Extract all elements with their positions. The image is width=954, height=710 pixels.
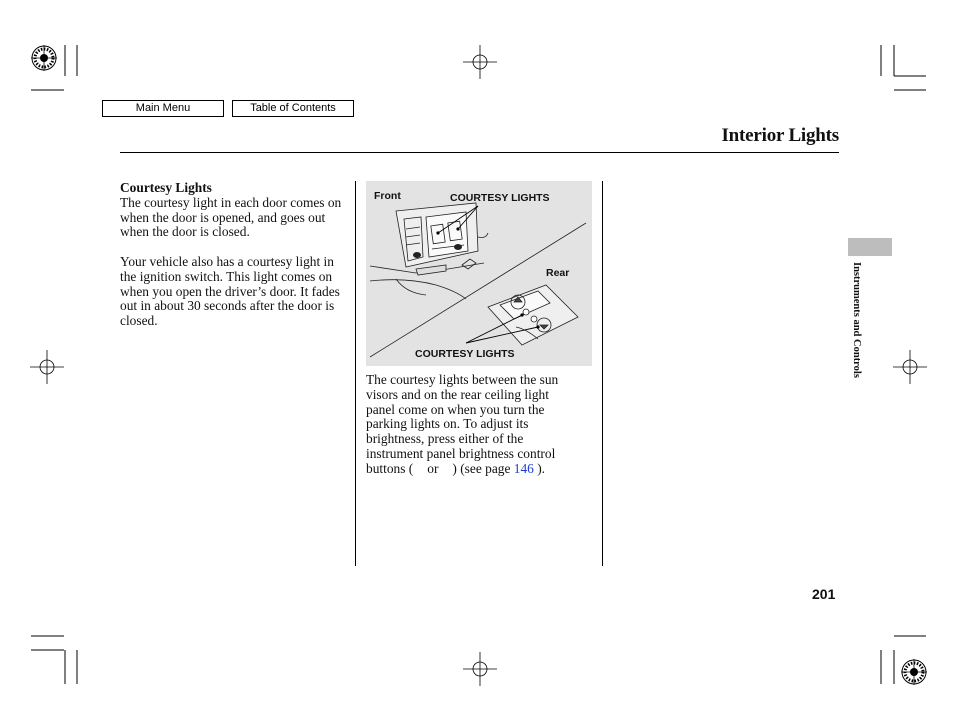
text-line: instrument panel brightness control xyxy=(366,445,556,461)
text-line: panel come on when you turn the xyxy=(366,401,545,417)
registration-crosshair-top xyxy=(463,45,497,79)
page-number: 201 xyxy=(812,586,836,602)
figure-label-rear: Rear xyxy=(546,267,570,279)
section-tab-label: Instruments and Controls xyxy=(851,262,862,378)
main-menu-button[interactable]: Main Menu xyxy=(102,100,224,117)
registration-starburst-top-left xyxy=(31,45,57,71)
text-line: parking lights on. To adjust its xyxy=(366,416,529,432)
section-heading: Courtesy Lights xyxy=(120,180,212,195)
column-divider-left xyxy=(355,181,356,566)
text-line: brightness, press either of the xyxy=(366,431,524,447)
text-fragment: ) (see page xyxy=(452,460,511,476)
paragraph-ignition-light: Your vehicle also has a courtesy light in the ignition switch. This light comes on when you open the driver’s door. It fades out in about 30 seconds after the door is closed. xyxy=(120,253,340,329)
figure-label-courtesy-bottom: COURTESY LIGHTS xyxy=(415,348,515,360)
page-146-link[interactable]: 146 xyxy=(513,460,534,476)
registration-crosshair-right xyxy=(893,350,927,384)
page-title: Interior Lights xyxy=(721,125,839,146)
title-rule xyxy=(120,152,839,153)
text-fragment: or xyxy=(427,460,439,476)
middle-column xyxy=(366,373,600,477)
text-line: The courtesy lights between the sun xyxy=(366,372,559,387)
text-fragment: buttons ( xyxy=(366,460,414,476)
table-of-contents-button[interactable]: Table of Contents xyxy=(232,100,354,117)
text-fragment: ). xyxy=(537,460,546,476)
registration-crosshair-bottom xyxy=(463,652,497,686)
column-divider-right xyxy=(602,181,603,566)
paragraph-door-lights: The courtesy light in each door comes on when the door is opened, and goes out when the door is closed. xyxy=(120,194,342,240)
courtesy-lights-figure xyxy=(366,181,592,366)
registration-starburst-bottom-right xyxy=(901,659,927,685)
registration-crosshair-left xyxy=(30,350,64,384)
text-line: visors and on the rear ceiling light xyxy=(366,386,549,402)
section-tab-marker xyxy=(848,238,892,256)
figure-label-courtesy-top: COURTESY LIGHTS xyxy=(450,192,550,204)
figure-label-front: Front xyxy=(374,190,401,202)
text-line-buttons xyxy=(366,462,600,477)
left-column xyxy=(120,181,352,344)
